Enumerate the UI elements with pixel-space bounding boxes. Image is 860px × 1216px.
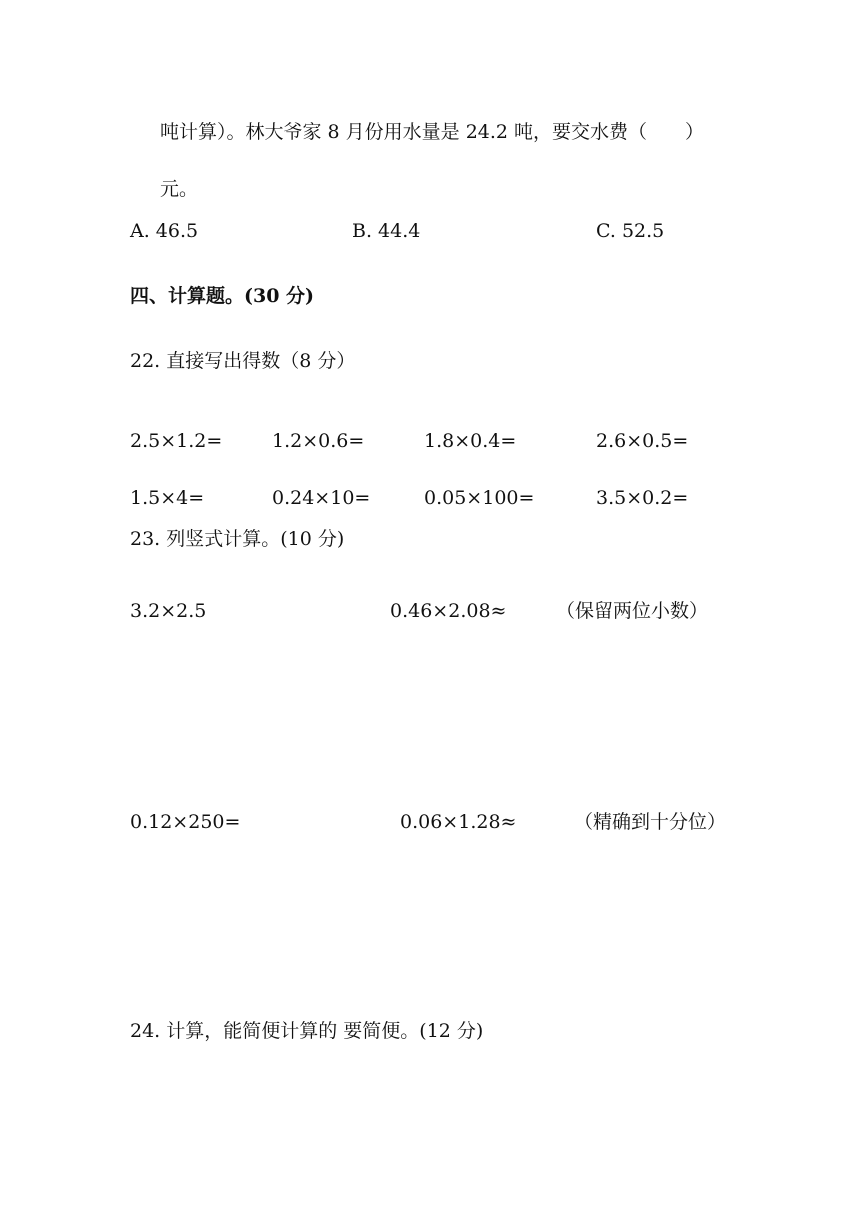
question-24-heading: 24. 计算，能简便计算的 要简便。(12 分) (130, 1020, 484, 1042)
oral-calc-item: 0.05×100= (424, 487, 535, 509)
oral-calc-item: 2.5×1.2= (130, 430, 223, 452)
vertical-calc-expression: 0.46×2.08≈ (390, 600, 507, 622)
vertical-calc-expression: 0.12×250= (130, 811, 241, 833)
option-b: B. 44.4 (352, 220, 421, 242)
oral-calc-item: 1.8×0.4= (424, 430, 517, 452)
vertical-calc-expression: 3.2×2.5 (130, 600, 207, 622)
oral-calc-item: 3.5×0.2= (596, 487, 689, 509)
rounding-note: （保留两位小数） (556, 600, 709, 622)
section-4-title: 四、计算题。(30 分) (130, 285, 315, 307)
oral-calc-item: 1.2×0.6= (272, 430, 365, 452)
question-23-heading: 23. 列竖式计算。(10 分) (130, 528, 345, 550)
question-21-text-line2: 元。 (160, 178, 199, 200)
question-21-text-line1: 吨计算）。林大爷家 8 月份用水量是 24.2 吨，要交水费（ ） (160, 121, 705, 143)
option-c: C. 52.5 (596, 220, 665, 242)
rounding-note: （精确到十分位） (574, 811, 727, 833)
question-22-heading: 22. 直接写出得数（8 分） (130, 350, 356, 372)
vertical-calc-expression: 0.06×1.28≈ (400, 811, 517, 833)
oral-calc-item: 1.5×4= (130, 487, 205, 509)
oral-calc-item: 0.24×10= (272, 487, 371, 509)
oral-calc-item: 2.6×0.5= (596, 430, 689, 452)
option-a: A. 46.5 (130, 220, 199, 242)
